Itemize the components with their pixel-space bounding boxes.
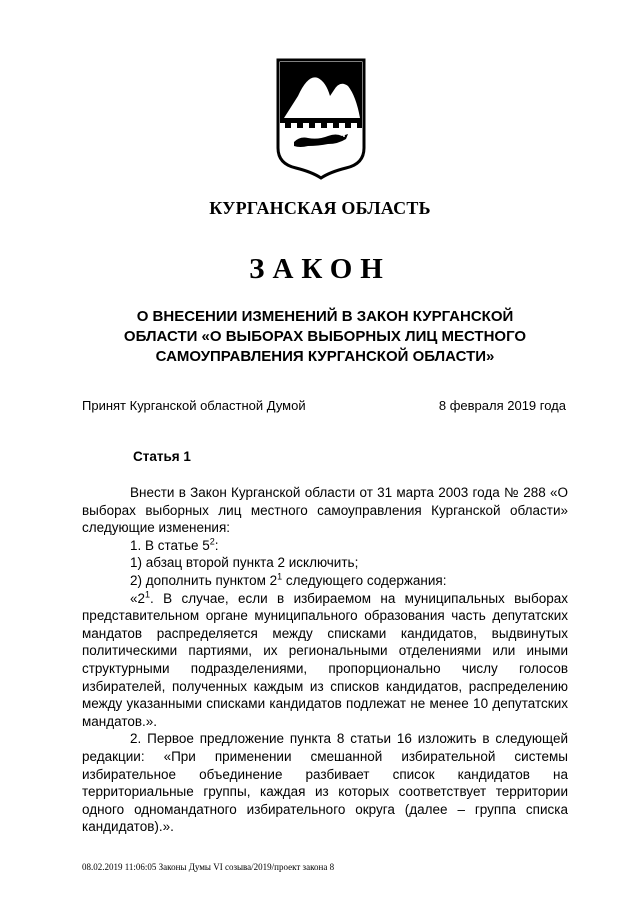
region-name: КУРГАНСКАЯ ОБЛАСТЬ bbox=[209, 198, 431, 218]
paragraph-item-2: 2. Первое предложение пункта 8 статьи 16 изложить в следующей редакции: «При применении смешанной избирательной системы избирательное объединение разбивает список кандидатов на территориальные группы, каждая из которых соответствует территории одного одномандатного избирательного округа (далее – группа списка кандидатов).». bbox=[82, 731, 568, 835]
superscript: 2 bbox=[209, 536, 215, 547]
document-type-heading: ЗАКОН bbox=[249, 253, 391, 285]
law-title bbox=[80, 307, 570, 367]
law-title-line: САМОУПРАВЛЕНИЯ КУРГАНСКОЙ ОБЛАСТИ» bbox=[155, 348, 495, 365]
superscript: 1 bbox=[145, 589, 151, 600]
sub-2-text: 2) дополнить пунктом 2 bbox=[130, 572, 278, 588]
item-1-suffix: : bbox=[214, 537, 219, 553]
item-1-text: 1. В статье 5 bbox=[130, 537, 210, 553]
adoption-line bbox=[82, 398, 566, 413]
paragraph-quote bbox=[82, 590, 568, 731]
article-body bbox=[82, 484, 568, 836]
adoption-body: Принят Курганской областной Думой bbox=[82, 398, 306, 413]
paragraph-sub-2 bbox=[82, 572, 568, 590]
law-title-line: О ВНЕСЕНИИ ИЗМЕНЕНИЙ В ЗАКОН КУРГАНСКОЙ bbox=[136, 308, 514, 325]
paragraph-intro: Внести в Закон Курганской области от 31 марта 2003 года № 288 «О выборах выборных лиц местного самоуправления Курганской области» следующие изменения: bbox=[82, 485, 568, 536]
superscript: 1 bbox=[277, 571, 283, 582]
adoption-date: 8 февраля 2019 года bbox=[438, 398, 566, 413]
paragraph-item-1 bbox=[82, 537, 568, 555]
law-title-line: ОБЛАСТИ «О ВЫБОРАХ ВЫБОРНЫХ ЛИЦ МЕСТНОГО bbox=[123, 328, 527, 345]
article-heading: Статья 1 bbox=[133, 449, 191, 464]
coat-of-arms-icon bbox=[274, 56, 368, 180]
sub-2-suffix: следующего содержания: bbox=[282, 572, 447, 588]
quote-prefix: «2 bbox=[130, 590, 146, 606]
footer-file-path: 08.02.2019 11:06:05 Законы Думы VI созыва/2019/проект закона 8 bbox=[82, 862, 335, 872]
quote-text: . В случае, если в избираемом на муниципальных выборах представительном органе муниципального образования часть депутатских мандатов распределяется между списками кандидатов, выдвинутых политическими партиями, их региональными отделениями или иными структурными подразделениями, пропорционально числу голосов избирателей, полученных каждым из списков кандидатов, распределению между указанными списками кандидатов подлежат не менее 10 депутатских мандатов.». bbox=[82, 590, 568, 729]
paragraph-sub-1: 1) абзац второй пункта 2 исключить; bbox=[130, 555, 359, 571]
